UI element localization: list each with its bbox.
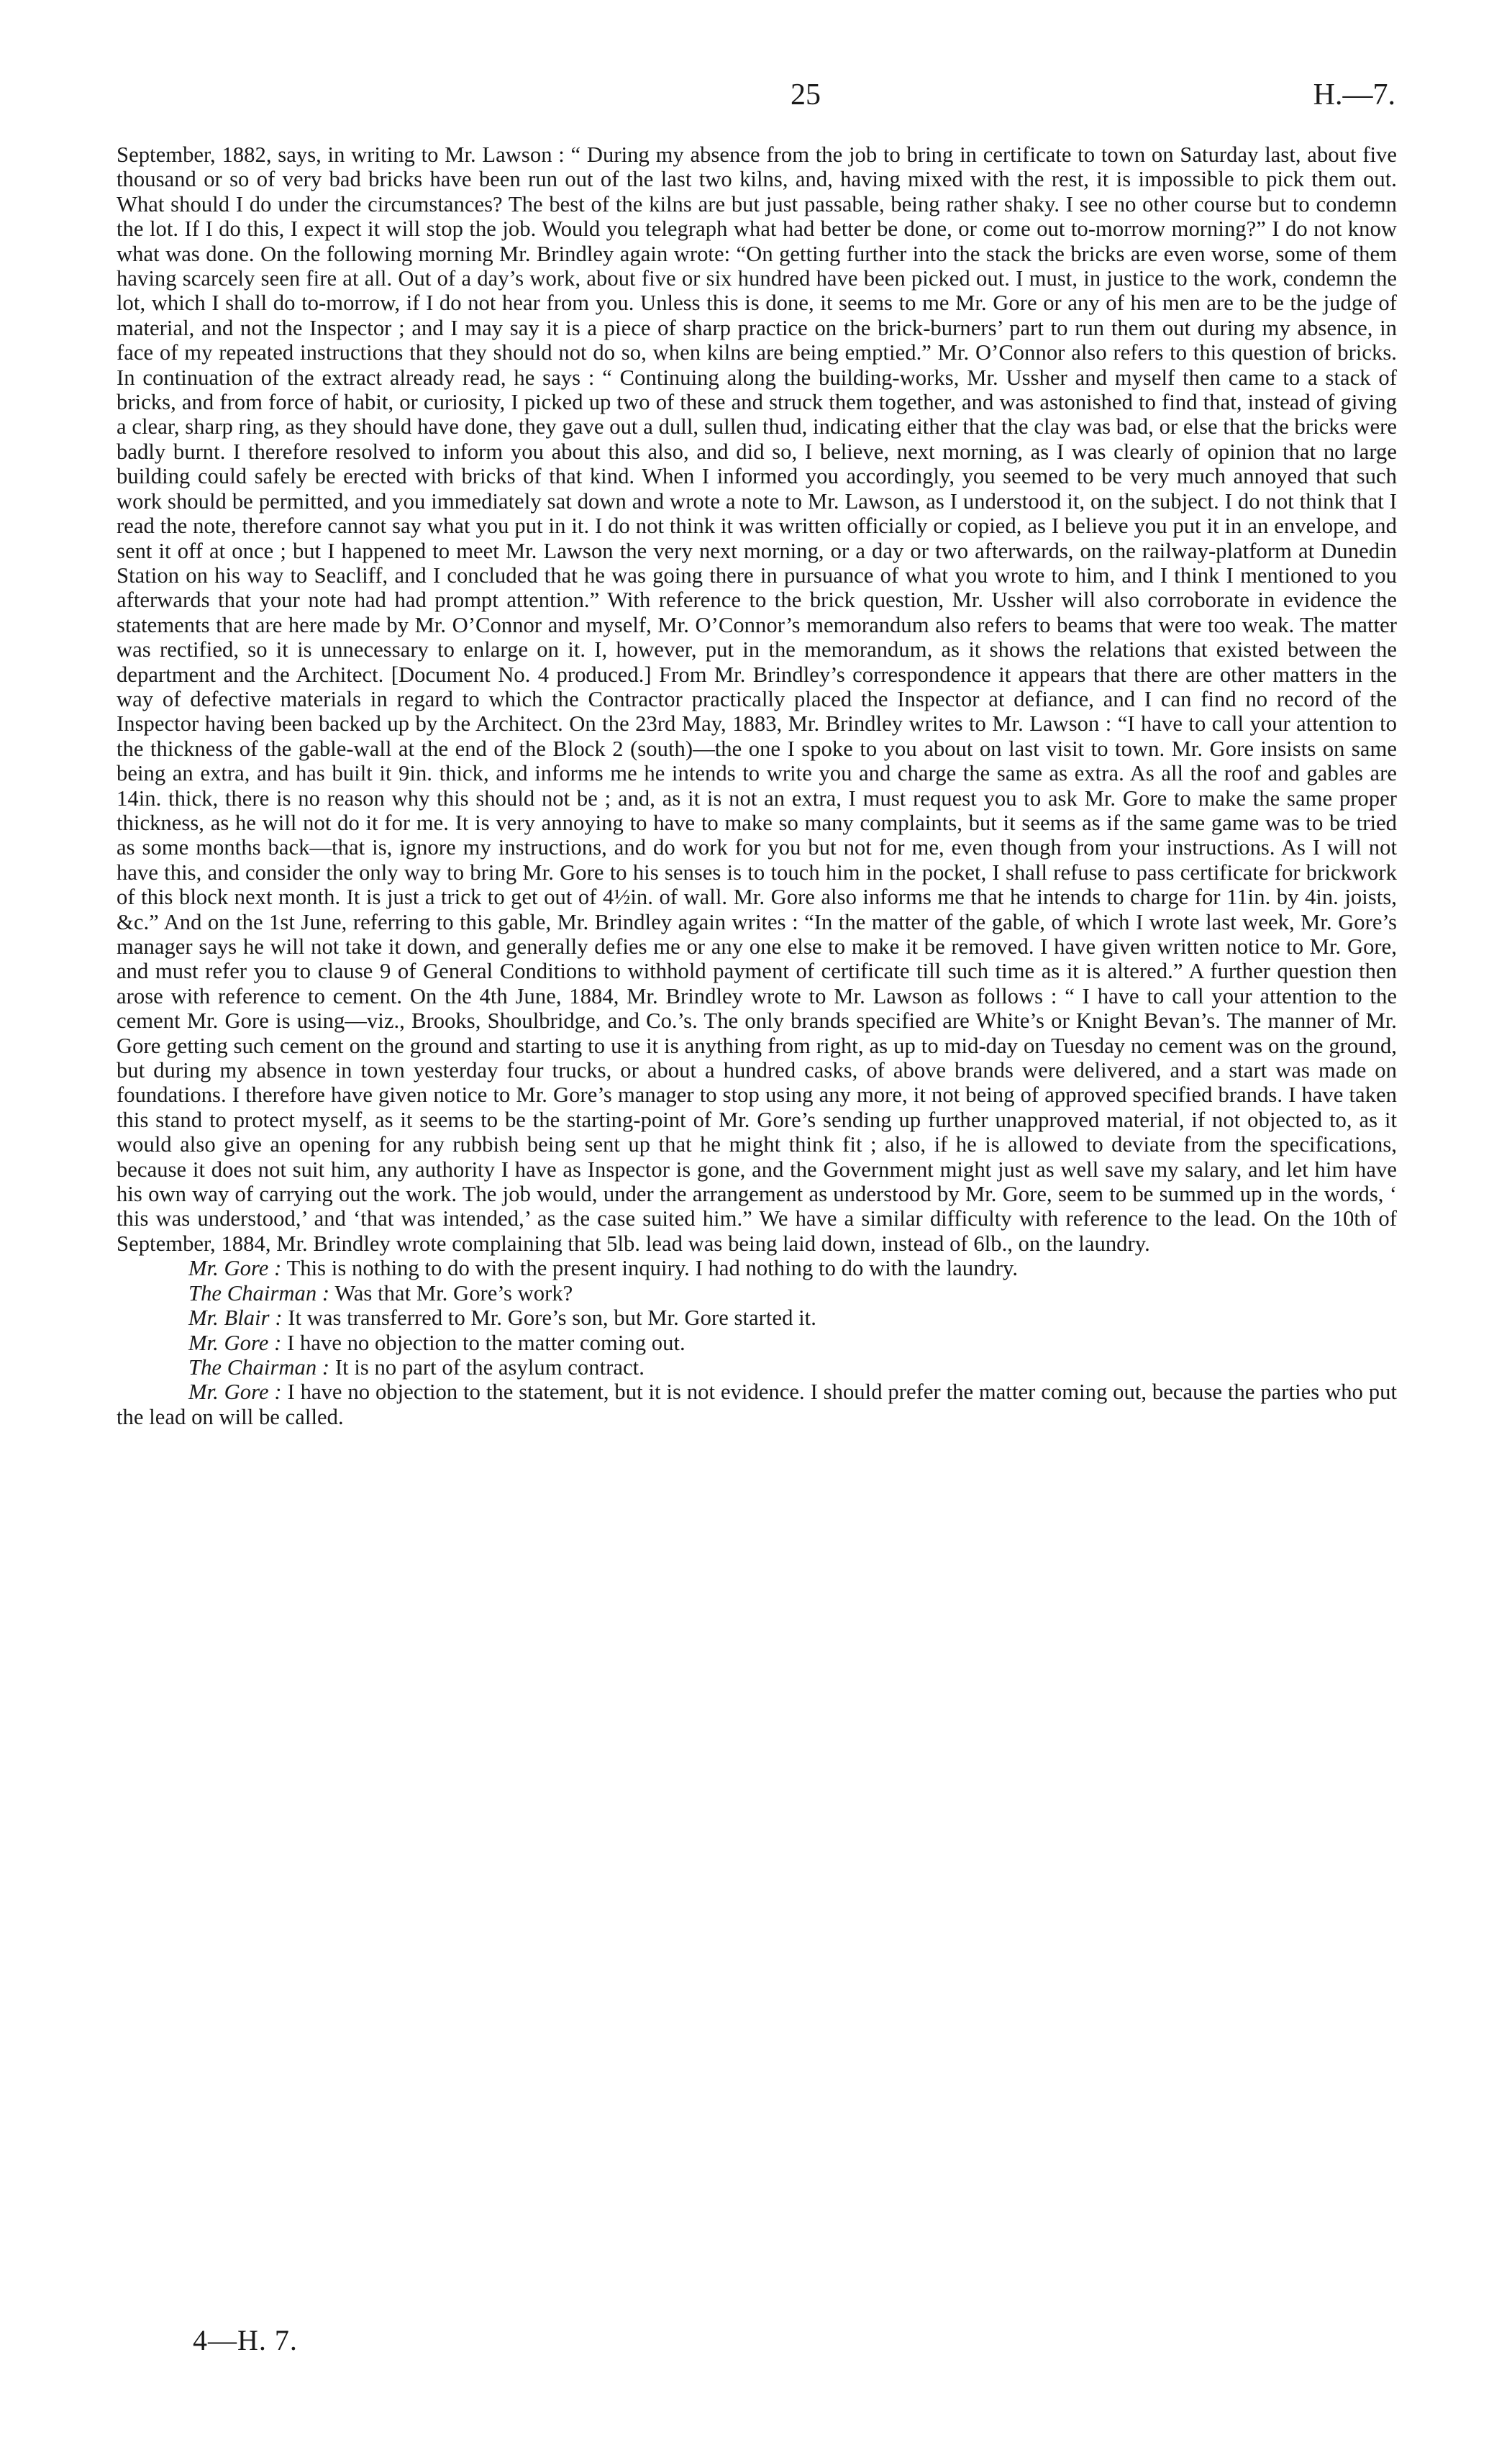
page-number: 25 xyxy=(791,78,821,111)
exchange-line xyxy=(117,1305,1397,1330)
speaker-name: Mr. Gore : xyxy=(188,1330,282,1355)
exchange-line xyxy=(117,1256,1397,1280)
exchange-text: It is no part of the asylum contract. xyxy=(329,1354,645,1380)
sheet-signature: 4—H. 7. xyxy=(193,2324,298,2356)
page-header xyxy=(115,78,1395,121)
exchange-line xyxy=(117,1331,1397,1355)
speaker-name: Mr. Blair : xyxy=(188,1305,283,1331)
exchange-text: I have no objection to the matter coming out. xyxy=(281,1330,686,1355)
body-text xyxy=(117,142,1397,1429)
exchange-text: Was that Mr. Gore’s work? xyxy=(329,1280,573,1305)
speaker-name: The Chairman : xyxy=(188,1354,330,1380)
exchange-text: It was transferred to Mr. Gore’s son, but Mr. Gore started it. xyxy=(282,1305,816,1331)
exchange-line xyxy=(117,1281,1397,1305)
main-paragraph: September, 1882, says, in writing to Mr. Lawson : “ During my absence from the job to bring in certificate to town on Saturday last, about five thousand or so of very bad bricks have been run out of the last two kilns, and, having mixed with the rest, it is impossible to pick them out. What should I do under the circumstances? The best of the kilns are but just passable, being rather shaky. I see no other course but to condemn the lot. If I do this, I expect it will stop the job. Would you telegraph what had better be done, or come out to-morrow morning?” I do not know what was done. On the following morning Mr. Brindley again wrote: “On getting further into the stack the bricks are even worse, some of them having scarcely seen fire at all. Out of a day’s work, about five or six hundred have been picked out. I must, in justice to the work, condemn the lot, which I shall do to-morrow, if I do not hear from you. Unless this is done, it seems to me Mr. Gore or any of his men are to be the judge of material, and not the Inspector ; and I may say it is a piece of sharp practice on the brick-burners’ part to run them out during my absence, in face of my repeated instructions that they should not do so, when kilns are being emptied.” Mr. O’Connor also refers to this question of bricks. In continuation of the extract already read, he says : “ Continuing along the building-works, Mr. Ussher and myself then came to a stack of bricks, and from force of habit, or curiosity, I picked up two of these and struck them together, and was astonished to find that, instead of giving a clear, sharp ring, as they should have done, they gave out a dull, sullen thud, indicating either that the clay was bad, or else that the bricks were badly burnt. I therefore resolved to inform you about this also, and did so, I believe, next morning, as I was clearly of opinion that no large building could safely be erected with bricks of that kind. When I informed you accordingly, you seemed to be very much annoyed that such work should be permitted, and you immediately sat down and wrote a note to Mr. Lawson, as I understood it, on the subject. I do not think that I read the note, therefore cannot say what you put in it. I do not think it was written officially or copied, as I believe you put it in an envelope, and sent it off at once ; but I happened to meet Mr. Lawson the very next morning, or a day or two afterwards, on the railway-platform at Dunedin Station on his way to Seacliff, and I concluded that he was going there in pursuance of what you wrote to him, and I think I mentioned to you afterwards that your note had had prompt attention.” With reference to the brick question, Mr. Ussher will also corroborate in evidence the statements that are here made by Mr. O’Connor and myself, Mr. O’Connor’s memorandum also refers to beams that were too weak. The matter was rectified, so it is unnecessary to enlarge on it. I, however, put in the memorandum, as it shows the relations that existed between the department and the Architect. [Document No. 4 produced.] From Mr. Brindley’s correspondence it appears that there are other matters in the way of defective materials in regard to which the Contractor practically placed the Inspector at defiance, and I can find no record of the Inspector having been backed up by the Architect. On the 23rd May, 1883, Mr. Brindley writes to Mr. Lawson : “I have to call your attention to the thickness of the gable-wall at the end of the Block 2 (south)—the one I spoke to you about on last visit to town. Mr. Gore insists on same being an extra, and has built it 9in. thick, and informs me he intends to write you and charge the same as extra. As all the roof and gables are 14in. thick, there is no reason why this should not be ; and, as it is not an extra, I must request you to ask Mr. Gore to make the same proper thickness, as he will not do it for me. It is very annoying to have to make so many complaints, but it seems as if the same game was to be tried as some months back—that is, ignore my instructions, and do work for you but not for me, even though from your instructions. As I will not have this, and consider the only way to bring Mr. Gore to his senses is to touch him in the pocket, I shall refuse to pass certificate for brickwork of this block next month. It is just a trick to get out of 4½in. of wall. Mr. Gore also informs me that he intends to charge for 11in. by 4in. joists, &c.” And on the 1st June, referring to this gable, Mr. Brindley again writes : “In the matter of the gable, of which I wrote last week, Mr. Gore’s manager says he will not take it down, and generally defies me or any one else to make it be removed. I have given written notice to Mr. Gore, and must refer you to clause 9 of General Conditions to withhold payment of certificate till such time as it is altered.” A further question then arose with reference to cement. On the 4th June, 1884, Mr. Brindley wrote to Mr. Lawson as follows : “ I have to call your attention to the cement Mr. Gore is using—viz., Brooks, Shoulbridge, and Co.’s. The only brands specified are White’s or Knight Bevan’s. The manner of Mr. Gore getting such cement on the ground and starting to use it is anything from right, as up to mid-day on Tuesday no cement was on the ground, but during my absence in town yesterday four trucks, or about a hundred casks, of above brands were delivered, and a start was made on foundations. I therefore have given notice to Mr. Gore’s manager to stop using any more, it not being of approved specified brands. I have taken this stand to protect myself, as it seems to be the starting-point of Mr. Gore’s sending up further unapproved material, if not objected to, as it would also give an opening for any rubbish being sent up that he might think fit ; also, if he is allowed to deviate from the specifications, because it does not suit him, any authority I have as Inspector is gone, and the Government might just as well save my salary, and let him have his own way of carrying out the work. The job would, under the arrangement as understood by Mr. Gore, seem to be summed up in the words, ‘ this was understood,’ and ‘that was intended,’ as the case suited him.” We have a similar difficulty with reference to the lead. On the 10th of September, 1884, Mr. Brindley wrote complaining that 5lb. lead was being laid down, instead of 6lb., on the laundry. xyxy=(117,142,1397,1256)
speaker-name: The Chairman : xyxy=(188,1280,330,1305)
exchange-text: This is nothing to do with the present inquiry. I had nothing to do with the laundry. xyxy=(281,1256,1019,1281)
exchange-text: I have no objection to the statement, but it is not evidence. I should prefer the matter coming out, because the parties who put the lead on will be called. xyxy=(117,1380,1397,1429)
exchange-line xyxy=(117,1380,1397,1429)
document-reference: H.—7. xyxy=(1313,78,1395,111)
speaker-name: Mr. Gore : xyxy=(188,1256,282,1281)
speaker-name: Mr. Gore : xyxy=(188,1380,282,1405)
exchange-line xyxy=(117,1355,1397,1380)
